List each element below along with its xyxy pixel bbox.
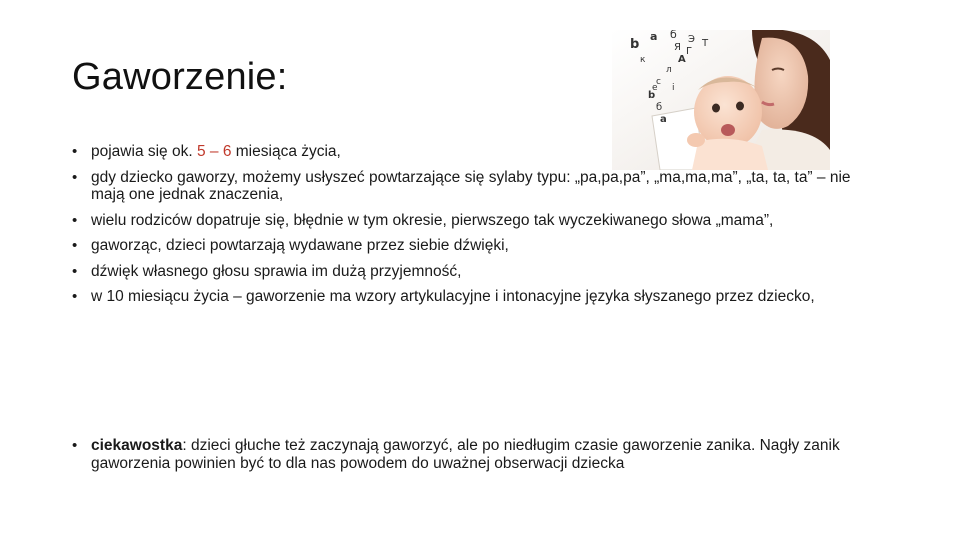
letter-ya: Я: [674, 42, 681, 53]
bullet-list: [72, 143, 872, 314]
bullet-text: pojawia się ok.: [91, 143, 197, 160]
letter-e: Э: [688, 34, 695, 45]
letter-e2: e: [652, 83, 658, 93]
fact-item: [72, 437, 882, 472]
bullet-text: miesiąca życia,: [231, 143, 341, 160]
bullet-item: • wielu rodziców dopatruje się, błędnie w tym okresie, pierwszego tak wyczekiwanego słowa „mama”,: [72, 212, 872, 230]
letter-te: Т: [702, 38, 709, 49]
letter-be: б: [670, 30, 677, 41]
bullet-item: [72, 143, 872, 161]
letter-ka: к: [640, 55, 646, 65]
letter-b: b: [630, 37, 640, 52]
letter-i: i: [672, 83, 675, 93]
letter-c: c: [656, 77, 661, 87]
letter-b2: b: [648, 90, 656, 101]
letter-be2: б: [656, 102, 663, 113]
letter-a: a: [650, 30, 658, 43]
fact-label: ciekawostka: [91, 437, 183, 454]
bullet-item: • w 10 miesiącu życia – gaworzenie ma wzory artykulacyjne i intonacyjne języka słyszanego przez dziecko,: [72, 288, 872, 306]
bullet-item: • dźwięk własnego głosu sprawia im dużą przyjemność,: [72, 263, 872, 281]
fact-text: : dzieci głuche też zaczynają gaworzyć, ale po niedługim czasie gaworzenie zanika. Nagły zanik gaworzenia powinien być to dla nas powodem do uważnej obserwacji dziecka: [91, 437, 840, 472]
bullet-item: • gaworząc, dzieci powtarzają wydawane przez siebie dźwięki,: [72, 237, 872, 255]
letter-ge: Г: [686, 46, 693, 57]
age-range-highlight: 5 – 6: [196, 143, 232, 160]
letter-a2: a: [660, 114, 667, 125]
bullet-item: • gdy dziecko gaworzy, możemy usłyszeć powtarzające się sylaby typu: „pa,pa,pa”, „ma,ma,ma”, „ta, ta, ta” – nie mają one jednak znaczenia,: [72, 169, 872, 204]
slide-title: Gaworzenie:: [72, 56, 288, 98]
letter-A: A: [678, 54, 686, 65]
fact-list: [72, 437, 882, 472]
letter-el: л: [666, 65, 672, 75]
